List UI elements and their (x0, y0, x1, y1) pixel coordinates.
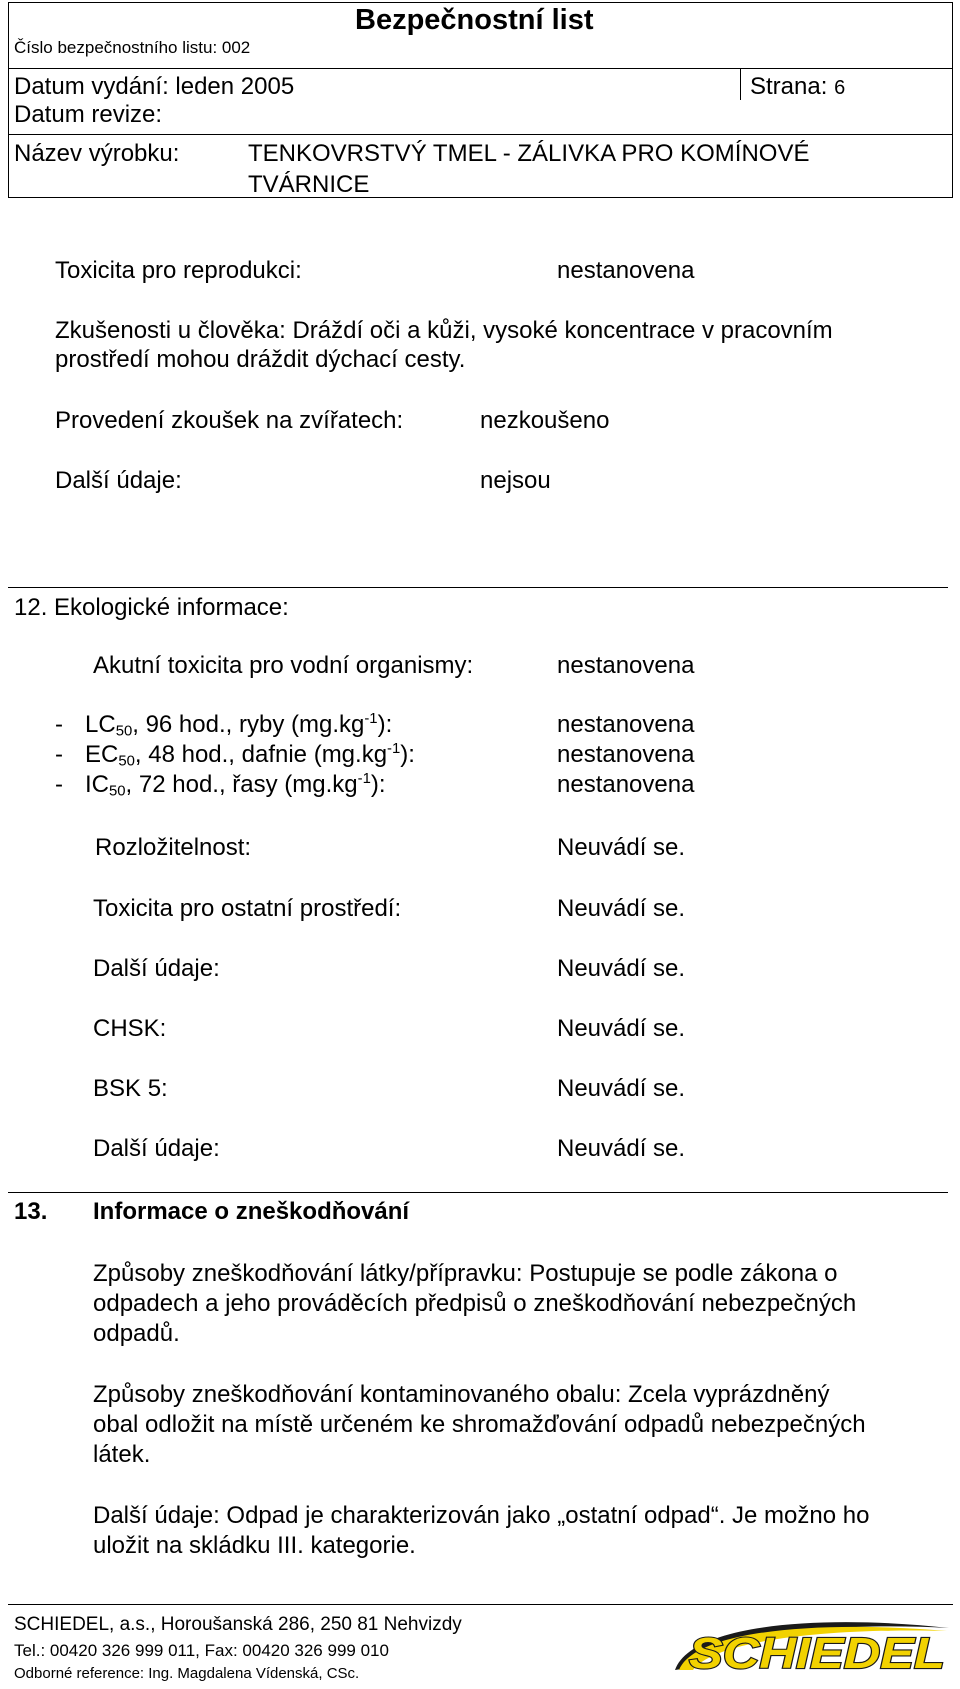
section-divider (8, 1192, 948, 1193)
animal-tests-value: nezkoušeno (480, 407, 610, 434)
reproduction-toxicity-label: Toxicita pro reprodukci: (55, 257, 302, 284)
eco-row-label: Další údaje: (93, 1135, 220, 1162)
section-divider (8, 587, 948, 588)
eco-row-label: Toxicita pro ostatní prostředí: (93, 895, 402, 922)
eco-row-label: BSK 5: (93, 1075, 168, 1102)
other-data-label: Další údaje: (55, 467, 182, 494)
eco-row-label: Rozložitelnost: (95, 834, 252, 861)
page-label: Strana: (750, 73, 828, 100)
test-row-ic50: - $IC_{50}$, 72 hod., řasy $(mg.kg^{-1})$: (55, 771, 386, 800)
eco-row-value: Neuvádí se. (557, 1015, 686, 1042)
document-title: Bezpečnostní list (355, 4, 594, 36)
human-experience-line2: prostředí mohou dráždit dýchací cesty. (55, 346, 466, 373)
aquatic-toxicity-label: Akutní toxicita pro vodní organismy: (93, 652, 474, 679)
eco-row-value: Neuvádí se. (557, 955, 686, 982)
human-experience-line1: Zkušenosti u člověka: Dráždí oči a kůži, vysoké koncentrace v pracovním (55, 317, 833, 344)
test-value-ic50: nestanovena (557, 771, 695, 798)
page-indicator (750, 73, 845, 101)
disposal-paragraph-2-line1: Způsoby zneškodňování kontaminovaného obalu: Zcela vyprázdněný (93, 1381, 830, 1408)
product-name-line1: TENKOVRSTVÝ TMEL - ZÁLIVKA PRO KOMÍNOVÉ (248, 140, 810, 167)
disposal-paragraph-1-line1: Způsoby zneškodňování látky/přípravku: Postupuje se podle zákona o (93, 1260, 838, 1287)
sheet-number: Číslo bezpečnostního listu: 002 (14, 38, 251, 57)
header-divider (8, 68, 953, 69)
eco-row-label: CHSK: (93, 1015, 167, 1042)
header-vertical-divider (740, 68, 741, 100)
eco-row-value: Neuvádí se. (557, 1135, 686, 1162)
revision-date: Datum revize: (14, 101, 163, 128)
reproduction-toxicity-value: nestanovena (557, 257, 695, 284)
schiedel-logo-graphic (671, 1618, 953, 1676)
footer-divider (8, 1604, 953, 1605)
section-12-heading: 12. Ekologické informace: (14, 594, 289, 621)
footer-company: SCHIEDEL, a.s., Horoušanská 286, 250 81 Nehvizdy (14, 1614, 462, 1635)
disposal-paragraph-1-line3: odpadů. (93, 1320, 180, 1347)
animal-tests-label: Provedení zkoušek na zvířatech: (55, 407, 404, 434)
disposal-paragraph-2-line3: látek. (93, 1441, 151, 1468)
aquatic-toxicity-value: nestanovena (557, 652, 695, 679)
section-13-number: 13. (14, 1198, 48, 1225)
other-data-value: nejsou (480, 467, 551, 494)
product-name-line2: TVÁRNICE (248, 171, 370, 198)
product-label: Název výrobku: (14, 140, 180, 167)
eco-row-value: Neuvádí se. (557, 895, 686, 922)
footer-reference: Odborné reference: Ing. Magdalena Vídenská, CSc. (14, 1665, 360, 1682)
section-13-heading: Informace o zneškodňování (93, 1198, 410, 1225)
page-number: 6 (834, 77, 846, 99)
eco-row-value: Neuvádí se. (557, 834, 686, 861)
disposal-paragraph-1-line2: odpadech a jeho prováděcích předpisů o zneškodňování nebezpečných (93, 1290, 857, 1317)
disposal-paragraph-3-line1: Další údaje: Odpad je charakterizován jako „ostatní odpad“. Je možno ho (93, 1502, 870, 1529)
test-value-lc50: nestanovena (557, 711, 695, 738)
eco-row-label: Další údaje: (93, 955, 220, 982)
test-row-lc50: - $LC_{50}$, 96 hod., ryby $(mg.kg^{-1})$: (55, 711, 393, 740)
test-row-ec50: - $EC_{50}$, 48 hod., dafnie $(mg.kg^{-1})$: (55, 741, 415, 770)
footer-contact: Tel.: 00420 326 999 011, Fax: 00420 326 999 010 (14, 1641, 389, 1660)
schiedel-logo (671, 1618, 953, 1676)
test-value-ec50: nestanovena (557, 741, 695, 768)
disposal-paragraph-2-line2: obal odložit na místě určeném ke shromažďování odpadů nebezpečných (93, 1411, 866, 1438)
logo-lettering: SCHIEDEL (689, 1629, 945, 1676)
eco-row-value: Neuvádí se. (557, 1075, 686, 1102)
header-divider (8, 134, 953, 135)
issue-date: Datum vydání: leden 2005 (14, 73, 295, 100)
disposal-paragraph-3-line2: uložit na skládku III. kategorie. (93, 1532, 416, 1559)
